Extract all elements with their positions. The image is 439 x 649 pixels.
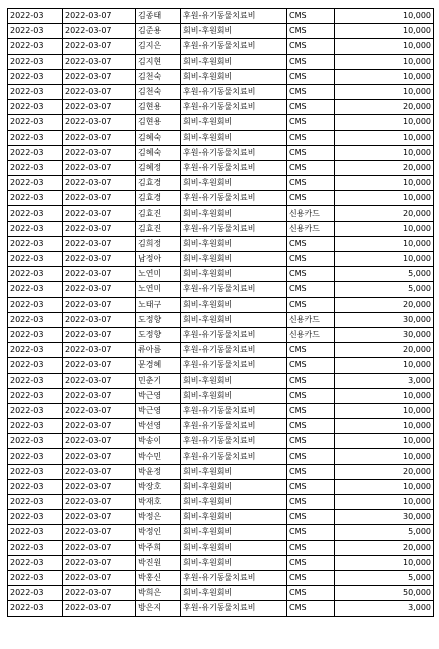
category-cell: 회비-후원회비 [181, 373, 287, 388]
table-row [8, 160, 434, 175]
name-cell: 김혜숙 [136, 145, 181, 160]
amount-cell: 10,000 [335, 434, 434, 449]
table-row [8, 54, 434, 69]
name-cell: 도정향 [136, 312, 181, 327]
method-cell: CMS [287, 39, 335, 54]
name-cell: 문경혜 [136, 358, 181, 373]
name-cell: 노연미 [136, 282, 181, 297]
name-cell: 김준용 [136, 24, 181, 39]
month-cell: 2022-03 [8, 145, 63, 160]
amount-cell: 20,000 [335, 464, 434, 479]
month-cell: 2022-03 [8, 282, 63, 297]
amount-cell: 3,000 [335, 373, 434, 388]
date-cell: 2022-03-07 [63, 388, 136, 403]
category-cell: 후원-유기동물치료비 [181, 601, 287, 616]
table-row [8, 373, 434, 388]
month-cell: 2022-03 [8, 130, 63, 145]
method-cell: CMS [287, 160, 335, 175]
name-cell: 박정인 [136, 525, 181, 540]
category-cell: 후원-유기동물치료비 [181, 160, 287, 175]
category-cell: 회비-후원회비 [181, 206, 287, 221]
name-cell: 김천숙 [136, 84, 181, 99]
table-row [8, 434, 434, 449]
method-cell: CMS [287, 24, 335, 39]
category-cell: 회비-후원회비 [181, 495, 287, 510]
date-cell: 2022-03-07 [63, 252, 136, 267]
method-cell: CMS [287, 601, 335, 616]
method-cell: CMS [287, 464, 335, 479]
table-row [8, 419, 434, 434]
date-cell: 2022-03-07 [63, 373, 136, 388]
date-cell: 2022-03-07 [63, 191, 136, 206]
table-row [8, 464, 434, 479]
name-cell: 박홍신 [136, 570, 181, 585]
table-row [8, 601, 434, 616]
category-cell: 회비-후원회비 [181, 267, 287, 282]
month-cell: 2022-03 [8, 555, 63, 570]
amount-cell: 10,000 [335, 555, 434, 570]
amount-cell: 10,000 [335, 84, 434, 99]
category-cell: 후원-유기동물치료비 [181, 145, 287, 160]
category-cell: 후원-유기동물치료비 [181, 434, 287, 449]
date-cell: 2022-03-07 [63, 176, 136, 191]
method-cell: CMS [287, 191, 335, 206]
name-cell: 도정향 [136, 327, 181, 342]
date-cell: 2022-03-07 [63, 403, 136, 418]
name-cell: 남정아 [136, 252, 181, 267]
name-cell: 김천숙 [136, 69, 181, 84]
month-cell: 2022-03 [8, 176, 63, 191]
date-cell: 2022-03-07 [63, 419, 136, 434]
category-cell: 회비-후원회비 [181, 297, 287, 312]
category-cell: 회비-후원회비 [181, 540, 287, 555]
method-cell: 신용카드 [287, 312, 335, 327]
amount-cell: 20,000 [335, 100, 434, 115]
table-row [8, 327, 434, 342]
category-cell: 후원-유기동물치료비 [181, 419, 287, 434]
date-cell: 2022-03-07 [63, 495, 136, 510]
category-cell: 회비-후원회비 [181, 525, 287, 540]
amount-cell: 30,000 [335, 510, 434, 525]
date-cell: 2022-03-07 [63, 312, 136, 327]
method-cell: CMS [287, 570, 335, 585]
table-row [8, 495, 434, 510]
date-cell: 2022-03-07 [63, 297, 136, 312]
category-cell: 회비-후원회비 [181, 54, 287, 69]
table-row [8, 282, 434, 297]
category-cell: 회비-후원회비 [181, 586, 287, 601]
category-cell: 회비-후원회비 [181, 555, 287, 570]
table-row [8, 236, 434, 251]
amount-cell: 30,000 [335, 327, 434, 342]
month-cell: 2022-03 [8, 160, 63, 175]
month-cell: 2022-03 [8, 327, 63, 342]
name-cell: 박선영 [136, 419, 181, 434]
amount-cell: 10,000 [335, 39, 434, 54]
month-cell: 2022-03 [8, 479, 63, 494]
date-cell: 2022-03-07 [63, 464, 136, 479]
name-cell: 박송이 [136, 434, 181, 449]
date-cell: 2022-03-07 [63, 525, 136, 540]
category-cell: 후원-유기동물치료비 [181, 403, 287, 418]
amount-cell: 3,000 [335, 601, 434, 616]
method-cell: CMS [287, 479, 335, 494]
method-cell: CMS [287, 69, 335, 84]
month-cell: 2022-03 [8, 373, 63, 388]
table-row [8, 510, 434, 525]
table-row [8, 312, 434, 327]
amount-cell: 10,000 [335, 388, 434, 403]
name-cell: 김현용 [136, 100, 181, 115]
amount-cell: 10,000 [335, 176, 434, 191]
month-cell: 2022-03 [8, 100, 63, 115]
month-cell: 2022-03 [8, 464, 63, 479]
date-cell: 2022-03-07 [63, 54, 136, 69]
category-cell: 회비-후원회비 [181, 388, 287, 403]
date-cell: 2022-03-07 [63, 434, 136, 449]
category-cell: 후원-유기동물치료비 [181, 39, 287, 54]
category-cell: 후원-유기동물치료비 [181, 449, 287, 464]
method-cell: CMS [287, 540, 335, 555]
name-cell: 김혜숙 [136, 130, 181, 145]
category-cell: 후원-유기동물치료비 [181, 191, 287, 206]
month-cell: 2022-03 [8, 540, 63, 555]
name-cell: 류아름 [136, 343, 181, 358]
amount-cell: 30,000 [335, 312, 434, 327]
amount-cell: 10,000 [335, 252, 434, 267]
table-row [8, 100, 434, 115]
month-cell: 2022-03 [8, 343, 63, 358]
amount-cell: 50,000 [335, 586, 434, 601]
method-cell: CMS [287, 419, 335, 434]
amount-cell: 10,000 [335, 358, 434, 373]
method-cell: CMS [287, 403, 335, 418]
name-cell: 김희정 [136, 236, 181, 251]
date-cell: 2022-03-07 [63, 555, 136, 570]
amount-cell: 20,000 [335, 160, 434, 175]
date-cell: 2022-03-07 [63, 449, 136, 464]
amount-cell: 10,000 [335, 24, 434, 39]
date-cell: 2022-03-07 [63, 282, 136, 297]
method-cell: CMS [287, 236, 335, 251]
table-row [8, 586, 434, 601]
category-cell: 후원-유기동물치료비 [181, 9, 287, 24]
table-row [8, 358, 434, 373]
category-cell: 회비-후원회비 [181, 130, 287, 145]
date-cell: 2022-03-07 [63, 236, 136, 251]
category-cell: 후원-유기동물치료비 [181, 100, 287, 115]
name-cell: 김지은 [136, 39, 181, 54]
amount-cell: 10,000 [335, 479, 434, 494]
amount-cell: 5,000 [335, 525, 434, 540]
date-cell: 2022-03-07 [63, 130, 136, 145]
month-cell: 2022-03 [8, 449, 63, 464]
month-cell: 2022-03 [8, 312, 63, 327]
name-cell: 김효경 [136, 191, 181, 206]
date-cell: 2022-03-07 [63, 343, 136, 358]
date-cell: 2022-03-07 [63, 601, 136, 616]
name-cell: 박재호 [136, 495, 181, 510]
name-cell: 박윤정 [136, 464, 181, 479]
method-cell: CMS [287, 130, 335, 145]
month-cell: 2022-03 [8, 54, 63, 69]
name-cell: 민춘기 [136, 373, 181, 388]
method-cell: CMS [287, 9, 335, 24]
name-cell: 박근영 [136, 388, 181, 403]
date-cell: 2022-03-07 [63, 358, 136, 373]
table-row [8, 24, 434, 39]
method-cell: CMS [287, 495, 335, 510]
month-cell: 2022-03 [8, 419, 63, 434]
date-cell: 2022-03-07 [63, 586, 136, 601]
amount-cell: 10,000 [335, 403, 434, 418]
amount-cell: 10,000 [335, 221, 434, 236]
date-cell: 2022-03-07 [63, 221, 136, 236]
method-cell: CMS [287, 510, 335, 525]
date-cell: 2022-03-07 [63, 115, 136, 130]
category-cell: 후원-유기동물치료비 [181, 570, 287, 585]
month-cell: 2022-03 [8, 297, 63, 312]
method-cell: CMS [287, 586, 335, 601]
date-cell: 2022-03-07 [63, 267, 136, 282]
amount-cell: 10,000 [335, 130, 434, 145]
table-row [8, 403, 434, 418]
month-cell: 2022-03 [8, 388, 63, 403]
table-row [8, 388, 434, 403]
amount-cell: 10,000 [335, 191, 434, 206]
month-cell: 2022-03 [8, 267, 63, 282]
month-cell: 2022-03 [8, 115, 63, 130]
category-cell: 회비-후원회비 [181, 510, 287, 525]
name-cell: 김효진 [136, 206, 181, 221]
method-cell: CMS [287, 267, 335, 282]
method-cell: CMS [287, 252, 335, 267]
amount-cell: 10,000 [335, 9, 434, 24]
method-cell: CMS [287, 100, 335, 115]
category-cell: 회비-후원회비 [181, 69, 287, 84]
table-row [8, 555, 434, 570]
date-cell: 2022-03-07 [63, 69, 136, 84]
date-cell: 2022-03-07 [63, 24, 136, 39]
name-cell: 박정은 [136, 510, 181, 525]
table-row [8, 69, 434, 84]
month-cell: 2022-03 [8, 495, 63, 510]
method-cell: CMS [287, 358, 335, 373]
date-cell: 2022-03-07 [63, 160, 136, 175]
donation-ledger-table [7, 8, 434, 617]
name-cell: 김현용 [136, 115, 181, 130]
category-cell: 회비-후원회비 [181, 464, 287, 479]
month-cell: 2022-03 [8, 510, 63, 525]
date-cell: 2022-03-07 [63, 100, 136, 115]
method-cell: CMS [287, 54, 335, 69]
name-cell: 박수민 [136, 449, 181, 464]
method-cell: CMS [287, 434, 335, 449]
amount-cell: 10,000 [335, 495, 434, 510]
month-cell: 2022-03 [8, 221, 63, 236]
month-cell: 2022-03 [8, 191, 63, 206]
amount-cell: 20,000 [335, 540, 434, 555]
month-cell: 2022-03 [8, 403, 63, 418]
method-cell: 신용카드 [287, 221, 335, 236]
category-cell: 회비-후원회비 [181, 252, 287, 267]
name-cell: 노태구 [136, 297, 181, 312]
table-row [8, 570, 434, 585]
name-cell: 김지현 [136, 54, 181, 69]
date-cell: 2022-03-07 [63, 206, 136, 221]
amount-cell: 20,000 [335, 206, 434, 221]
table-row [8, 130, 434, 145]
method-cell: CMS [287, 388, 335, 403]
ledger-body [8, 9, 434, 617]
method-cell: CMS [287, 343, 335, 358]
table-row [8, 9, 434, 24]
date-cell: 2022-03-07 [63, 570, 136, 585]
category-cell: 후원-유기동물치료비 [181, 327, 287, 342]
amount-cell: 5,000 [335, 570, 434, 585]
month-cell: 2022-03 [8, 358, 63, 373]
month-cell: 2022-03 [8, 236, 63, 251]
category-cell: 회비-후원회비 [181, 312, 287, 327]
amount-cell: 10,000 [335, 54, 434, 69]
date-cell: 2022-03-07 [63, 479, 136, 494]
amount-cell: 20,000 [335, 343, 434, 358]
month-cell: 2022-03 [8, 570, 63, 585]
amount-cell: 10,000 [335, 419, 434, 434]
amount-cell: 10,000 [335, 115, 434, 130]
month-cell: 2022-03 [8, 434, 63, 449]
method-cell: 신용카드 [287, 206, 335, 221]
month-cell: 2022-03 [8, 39, 63, 54]
date-cell: 2022-03-07 [63, 9, 136, 24]
table-row [8, 39, 434, 54]
method-cell: CMS [287, 145, 335, 160]
date-cell: 2022-03-07 [63, 510, 136, 525]
amount-cell: 10,000 [335, 69, 434, 84]
method-cell: CMS [287, 525, 335, 540]
method-cell: CMS [287, 297, 335, 312]
table-row [8, 267, 434, 282]
date-cell: 2022-03-07 [63, 540, 136, 555]
date-cell: 2022-03-07 [63, 145, 136, 160]
amount-cell: 10,000 [335, 145, 434, 160]
table-row [8, 297, 434, 312]
date-cell: 2022-03-07 [63, 84, 136, 99]
month-cell: 2022-03 [8, 69, 63, 84]
category-cell: 회비-후원회비 [181, 479, 287, 494]
month-cell: 2022-03 [8, 525, 63, 540]
table-row [8, 115, 434, 130]
category-cell: 회비-후원회비 [181, 176, 287, 191]
name-cell: 김효경 [136, 176, 181, 191]
amount-cell: 10,000 [335, 449, 434, 464]
method-cell: CMS [287, 84, 335, 99]
category-cell: 후원-유기동물치료비 [181, 343, 287, 358]
table-row [8, 221, 434, 236]
month-cell: 2022-03 [8, 601, 63, 616]
date-cell: 2022-03-07 [63, 39, 136, 54]
name-cell: 박주희 [136, 540, 181, 555]
date-cell: 2022-03-07 [63, 327, 136, 342]
name-cell: 박근영 [136, 403, 181, 418]
amount-cell: 5,000 [335, 267, 434, 282]
month-cell: 2022-03 [8, 586, 63, 601]
method-cell: CMS [287, 449, 335, 464]
month-cell: 2022-03 [8, 206, 63, 221]
table-row [8, 540, 434, 555]
category-cell: 후원-유기동물치료비 [181, 358, 287, 373]
table-row [8, 84, 434, 99]
method-cell: CMS [287, 176, 335, 191]
category-cell: 후원-유기동물치료비 [181, 221, 287, 236]
name-cell: 김효진 [136, 221, 181, 236]
category-cell: 회비-후원회비 [181, 115, 287, 130]
name-cell: 박희은 [136, 586, 181, 601]
table-row [8, 145, 434, 160]
table-row [8, 176, 434, 191]
category-cell: 후원-유기동물치료비 [181, 282, 287, 297]
table-row [8, 206, 434, 221]
table-row [8, 252, 434, 267]
table-row [8, 479, 434, 494]
table-row [8, 449, 434, 464]
category-cell: 회비-후원회비 [181, 236, 287, 251]
name-cell: 박진원 [136, 555, 181, 570]
name-cell: 노연미 [136, 267, 181, 282]
method-cell: 신용카드 [287, 327, 335, 342]
method-cell: CMS [287, 555, 335, 570]
category-cell: 후원-유기동물치료비 [181, 84, 287, 99]
name-cell: 김혜정 [136, 160, 181, 175]
name-cell: 방은지 [136, 601, 181, 616]
month-cell: 2022-03 [8, 24, 63, 39]
month-cell: 2022-03 [8, 252, 63, 267]
name-cell: 박장호 [136, 479, 181, 494]
table-row [8, 343, 434, 358]
amount-cell: 10,000 [335, 236, 434, 251]
month-cell: 2022-03 [8, 84, 63, 99]
month-cell: 2022-03 [8, 9, 63, 24]
method-cell: CMS [287, 373, 335, 388]
table-row [8, 525, 434, 540]
amount-cell: 20,000 [335, 297, 434, 312]
method-cell: CMS [287, 115, 335, 130]
name-cell: 김종태 [136, 9, 181, 24]
method-cell: CMS [287, 282, 335, 297]
category-cell: 회비-후원회비 [181, 24, 287, 39]
amount-cell: 5,000 [335, 282, 434, 297]
table-row [8, 191, 434, 206]
